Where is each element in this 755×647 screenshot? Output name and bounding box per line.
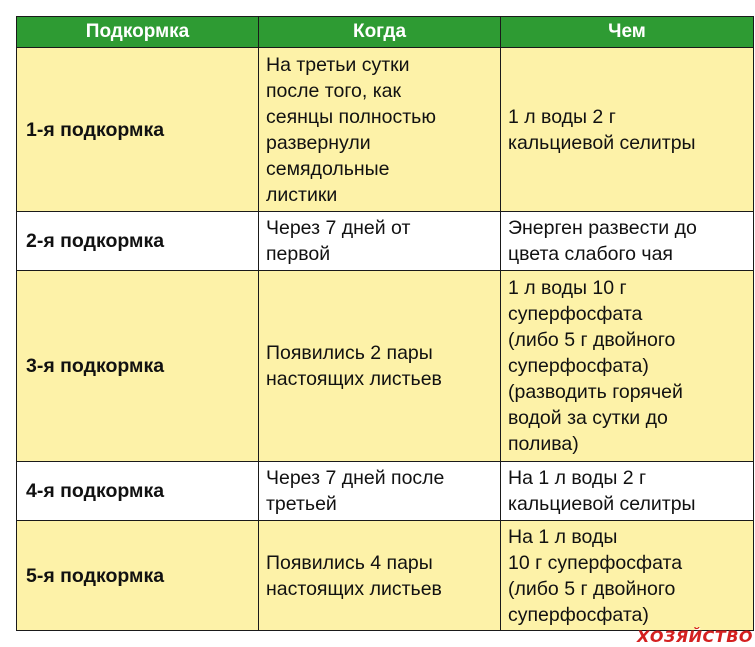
table-row bbox=[17, 48, 754, 212]
cell-what: Энерген развести до цвета слабого чая bbox=[501, 212, 754, 271]
table-row bbox=[17, 521, 754, 631]
cell-what: На 1 л воды 2 г кальциевой селитры bbox=[501, 462, 754, 521]
table-header-row bbox=[17, 17, 754, 48]
brand-watermark: ХОЗЯЙСТВО bbox=[637, 627, 753, 646]
table-row bbox=[17, 462, 754, 521]
cell-stage: 3-я подкормка bbox=[17, 271, 259, 462]
cell-when: Появились 4 пары настоящих листьев bbox=[259, 521, 501, 631]
table-row bbox=[17, 212, 754, 271]
cell-when: На третьи сутки после того, как сеянцы полностью развернули семядольные листики bbox=[259, 48, 501, 212]
header-feeding: Подкормка bbox=[17, 17, 259, 48]
cell-when: Появились 2 пары настоящих листьев bbox=[259, 271, 501, 462]
cell-what: 1 л воды 10 г суперфосфата (либо 5 г двойного суперфосфата) (разводить горячей водой за сутки до полива) bbox=[501, 271, 754, 462]
cell-stage: 1-я подкормка bbox=[17, 48, 259, 212]
header-with-what: Чем bbox=[501, 17, 754, 48]
header-when: Когда bbox=[259, 17, 501, 48]
cell-stage: 2-я подкормка bbox=[17, 212, 259, 271]
cell-what: На 1 л воды 10 г суперфосфата (либо 5 г двойного суперфосфата) bbox=[501, 521, 754, 631]
table-row bbox=[17, 271, 754, 462]
feeding-schedule-table bbox=[16, 16, 754, 631]
cell-when: Через 7 дней от первой bbox=[259, 212, 501, 271]
cell-what: 1 л воды 2 г кальциевой селитры bbox=[501, 48, 754, 212]
cell-when: Через 7 дней после третьей bbox=[259, 462, 501, 521]
cell-stage: 5-я подкормка bbox=[17, 521, 259, 631]
cell-stage: 4-я подкормка bbox=[17, 462, 259, 521]
